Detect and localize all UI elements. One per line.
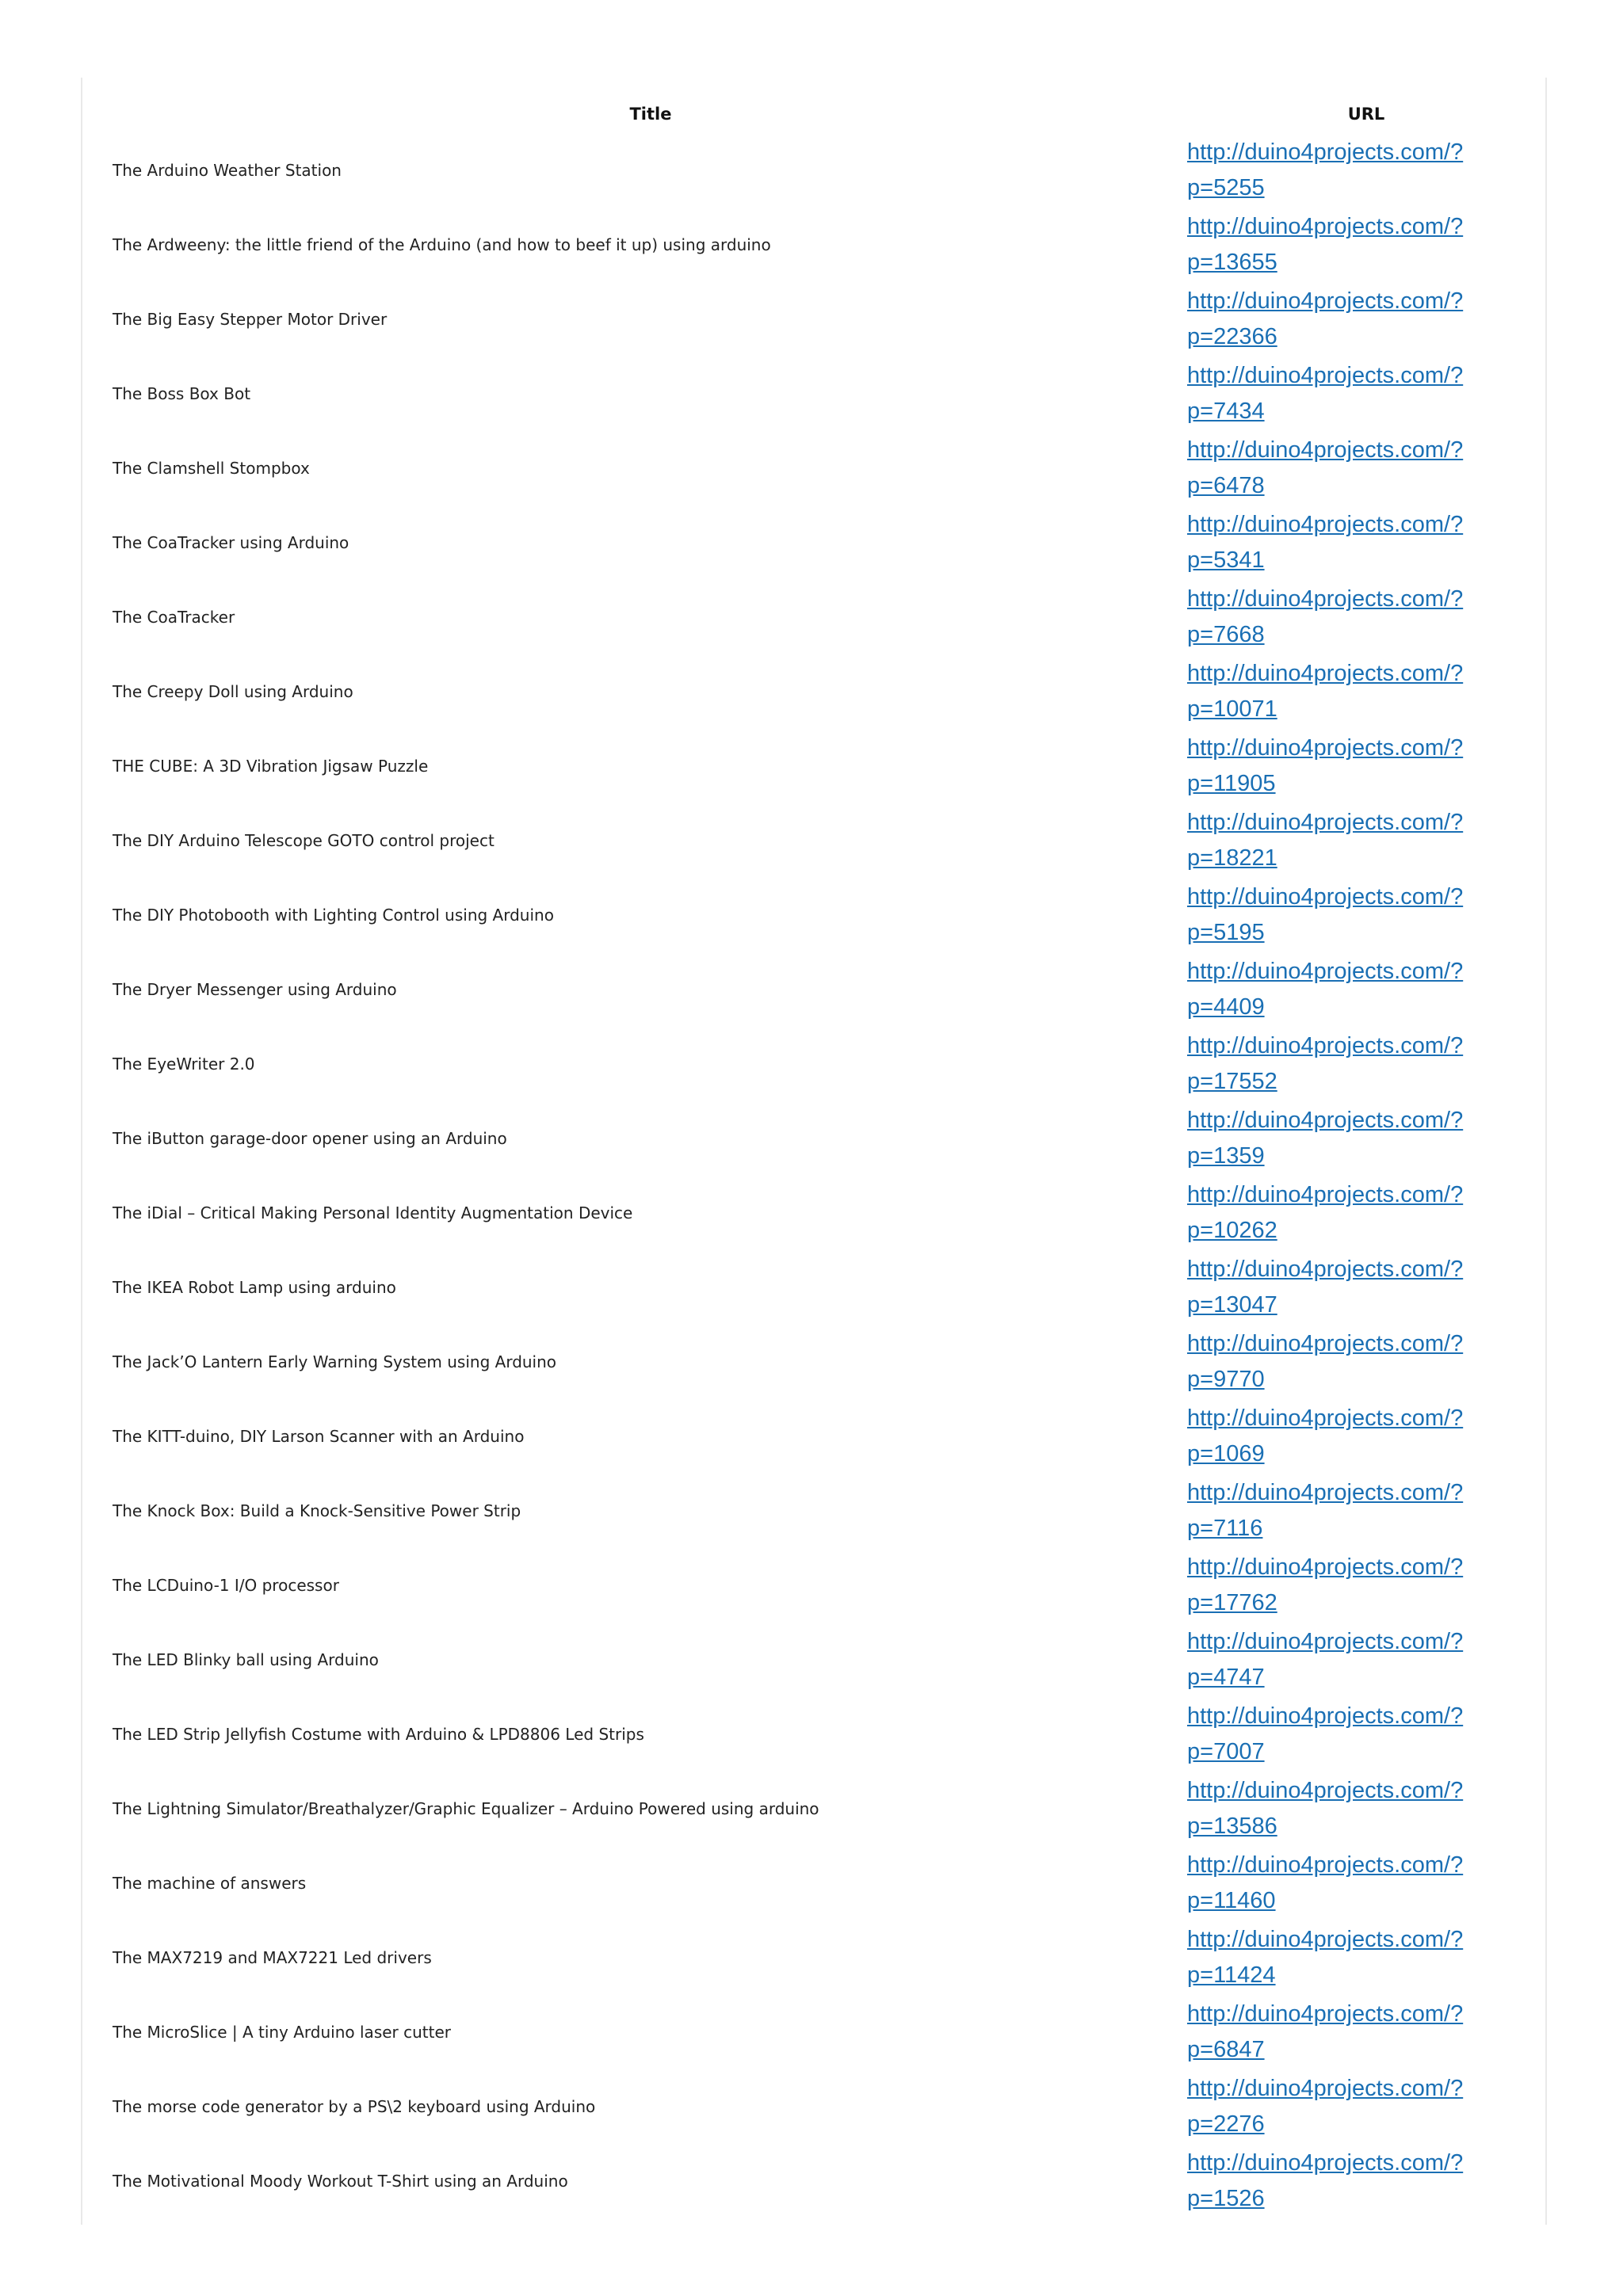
project-url-link[interactable]: http://duino4projects.com/?p=11424 [1187,1927,1464,1988]
project-title: The iDial – Critical Making Personal Identity Augmentation Device [113,1203,633,1222]
project-title: The CoaTracker using Arduino [113,533,349,552]
project-url-cell [1187,1027,1545,1101]
table-row [82,1623,1545,1697]
table-row [82,1846,1545,1920]
table-row [82,1250,1545,1325]
project-url-link[interactable]: http://duino4projects.com/?p=1359 [1187,1108,1464,1169]
project-url-cell [1187,878,1545,952]
project-url-cell [1187,2144,1545,2218]
project-title: The Knock Box: Build a Knock-Sensitive Power Strip [113,1501,521,1520]
project-title: The iButton garage-door opener using an Arduino [113,1129,507,1148]
project-url-link[interactable]: http://duino4projects.com/?p=13047 [1187,1257,1464,1318]
project-title: The Motivational Moody Workout T-Shirt using an Arduino [113,2172,568,2191]
project-url-link[interactable]: http://duino4projects.com/?p=9770 [1187,1331,1464,1392]
project-url-link[interactable]: http://duino4projects.com/?p=13586 [1187,1778,1464,1839]
project-title: The machine of answers [113,1874,307,1893]
project-url-link[interactable]: http://duino4projects.com/?p=1526 [1187,2150,1464,2211]
table-row [82,1027,1545,1101]
url-column-header: URL [1347,105,1385,124]
projects-table [82,78,1545,2218]
project-url-link[interactable]: http://duino4projects.com/?p=7116 [1187,1480,1464,1541]
project-title: The EyeWriter 2.0 [113,1055,255,1074]
table-row [82,1920,1545,1995]
table-row [82,2069,1545,2144]
project-title: The Dryer Messenger using Arduino [113,980,397,999]
table-row [82,1995,1545,2069]
table-row [82,654,1545,729]
project-url-cell [1187,2069,1545,2144]
table-row [82,1399,1545,1474]
project-url-link[interactable]: http://duino4projects.com/?p=1069 [1187,1405,1464,1466]
project-title: The Arduino Weather Station [113,161,342,180]
table-row [82,133,1545,208]
project-title: The LED Blinky ball using Arduino [113,1650,379,1669]
project-title: The Jack’O Lantern Early Warning System using Arduino [113,1352,557,1371]
project-url-cell [1187,282,1545,357]
project-url-cell [1187,1474,1545,1548]
project-url-cell [1187,1846,1545,1920]
project-url-link[interactable]: http://duino4projects.com/?p=18221 [1187,810,1464,871]
project-url-link[interactable]: http://duino4projects.com/?p=7668 [1187,586,1464,647]
project-url-cell [1187,431,1545,505]
project-url-link[interactable]: http://duino4projects.com/?p=7007 [1187,1703,1464,1764]
project-url-cell [1187,1399,1545,1474]
table-row [82,1176,1545,1250]
project-url-link[interactable]: http://duino4projects.com/?p=6478 [1187,437,1464,498]
table-row [82,1474,1545,1548]
document-page [81,78,1547,2225]
project-url-cell [1187,952,1545,1027]
project-url-link[interactable]: http://duino4projects.com/?p=5341 [1187,512,1464,573]
table-row [82,1697,1545,1772]
project-url-cell [1187,1176,1545,1250]
project-url-link[interactable]: http://duino4projects.com/?p=5255 [1187,139,1464,200]
table-row [82,580,1545,654]
project-url-cell [1187,1920,1545,1995]
project-title: The LED Strip Jellyfish Costume with Arduino & LPD8806 Led Strips [113,1725,644,1744]
table-row [82,803,1545,878]
table-row [82,208,1545,282]
project-title: The Creepy Doll using Arduino [113,682,353,701]
project-url-link[interactable]: http://duino4projects.com/?p=13655 [1187,214,1464,275]
project-url-cell [1187,1101,1545,1176]
project-url-cell [1187,654,1545,729]
table-row [82,729,1545,803]
project-url-link[interactable]: http://duino4projects.com/?p=4747 [1187,1629,1464,1690]
project-url-cell [1187,1250,1545,1325]
project-url-link[interactable]: http://duino4projects.com/?p=6847 [1187,2001,1464,2062]
table-header-row [82,78,1545,133]
project-title: The Lightning Simulator/Breathalyzer/Graphic Equalizer – Arduino Powered using arduino [113,1799,819,1818]
table-row [82,952,1545,1027]
table-row [82,431,1545,505]
project-title: The LCDuino-1 I/O processor [113,1576,339,1595]
project-url-cell [1187,803,1545,878]
table-body [82,133,1545,2218]
table-row [82,1772,1545,1846]
project-title: The Boss Box Bot [113,384,251,403]
project-url-cell [1187,357,1545,431]
project-title: The Big Easy Stepper Motor Driver [113,310,388,329]
project-url-cell [1187,1548,1545,1623]
project-url-cell [1187,1623,1545,1697]
project-url-link[interactable]: http://duino4projects.com/?p=11460 [1187,1852,1464,1913]
project-title: The IKEA Robot Lamp using arduino [113,1278,396,1297]
project-url-cell [1187,208,1545,282]
project-url-link[interactable]: http://duino4projects.com/?p=17552 [1187,1033,1464,1094]
project-url-link[interactable]: http://duino4projects.com/?p=10262 [1187,1182,1464,1243]
project-url-cell [1187,133,1545,208]
project-url-link[interactable]: http://duino4projects.com/?p=5195 [1187,884,1464,945]
project-title: The DIY Photobooth with Lighting Control using Arduino [113,906,554,925]
project-url-cell [1187,580,1545,654]
table-row [82,282,1545,357]
project-url-cell [1187,1325,1545,1399]
table-row [82,878,1545,952]
project-url-link[interactable]: http://duino4projects.com/?p=10071 [1187,661,1464,722]
project-url-cell [1187,505,1545,580]
project-url-link[interactable]: http://duino4projects.com/?p=7434 [1187,363,1464,424]
project-title: The Ardweeny: the little friend of the Arduino (and how to beef it up) using arduino [113,235,771,254]
project-url-cell [1187,729,1545,803]
table-row [82,357,1545,431]
project-title: The KITT-duino, DIY Larson Scanner with an Arduino [113,1427,525,1446]
project-title: The MAX7219 and MAX7221 Led drivers [113,1948,432,1967]
project-url-link[interactable]: http://duino4projects.com/?p=17762 [1187,1554,1464,1615]
project-url-link[interactable]: http://duino4projects.com/?p=2276 [1187,2076,1464,2137]
project-url-link[interactable]: http://duino4projects.com/?p=11905 [1187,735,1464,796]
table-row [82,1325,1545,1399]
project-title: The morse code generator by a PS\2 keyboard using Arduino [113,2097,596,2116]
table-row [82,2144,1545,2218]
project-url-link[interactable]: http://duino4projects.com/?p=22366 [1187,288,1464,349]
project-title: THE CUBE: A 3D Vibration Jigsaw Puzzle [113,757,429,776]
project-url-link[interactable]: http://duino4projects.com/?p=4409 [1187,959,1464,1020]
project-url-cell [1187,1772,1545,1846]
project-title: The Clamshell Stompbox [113,459,310,478]
table-row [82,505,1545,580]
table-row [82,1548,1545,1623]
table-row [82,1101,1545,1176]
project-url-cell [1187,1995,1545,2069]
title-column-header: Title [629,105,672,124]
project-title: The DIY Arduino Telescope GOTO control project [113,831,495,850]
project-title: The CoaTracker [113,608,235,627]
project-title: The MicroSlice | A tiny Arduino laser cutter [113,2023,452,2042]
project-url-cell [1187,1697,1545,1772]
